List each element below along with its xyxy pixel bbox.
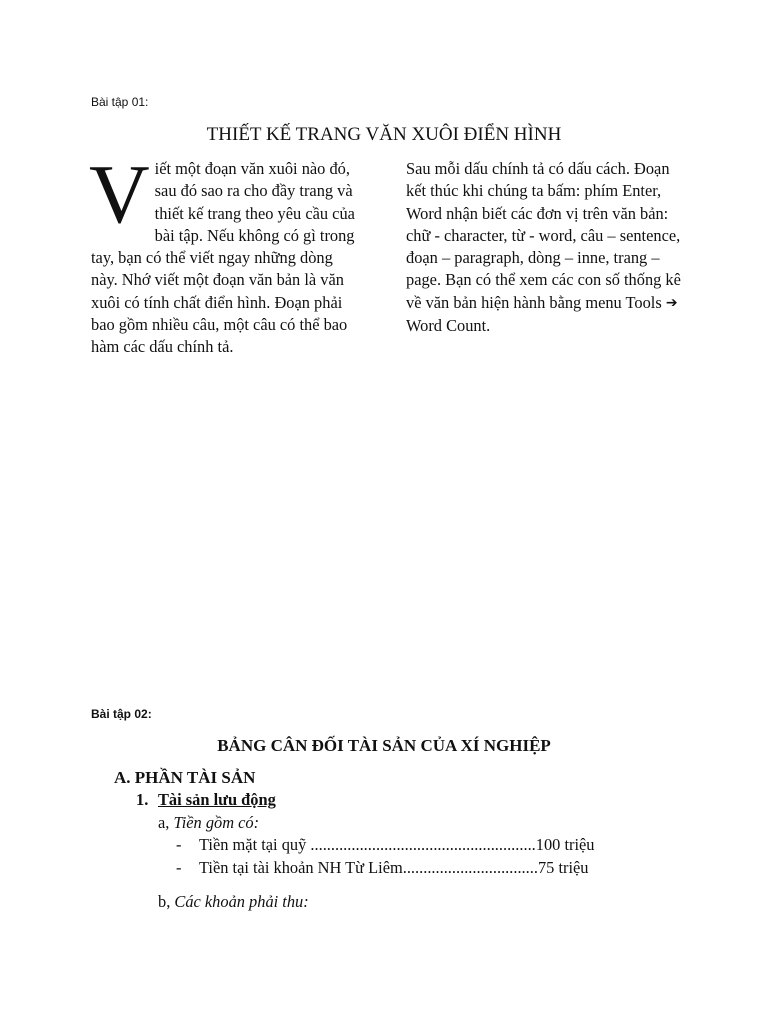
sub-item-b-prefix: b,	[158, 892, 171, 911]
right-column-text: Sau mỗi dấu chính tả có dấu cách. Đoạn kết thúc khi chúng ta bấm: phím Enter, Word nhận biết các đơn vị trên văn bản: chữ - character, từ - word, câu – sentence, đoạn – paragraph, dòng – inne, trang – page. Bạn có thể xem các con số thống kê về văn bản hiện hành bằng menu Tools	[406, 159, 681, 312]
drop-cap: V	[89, 148, 150, 241]
exercise-2-label: Bài tập 02:	[91, 707, 152, 721]
list-item-1	[136, 790, 276, 810]
exercise-2-title: BẢNG CÂN ĐỐI TÀI SẢN CỦA XÍ NGHIỆP	[217, 736, 551, 755]
dash-bullet: -	[176, 858, 182, 877]
exercise-1-title: THIẾT KẾ TRANG VĂN XUÔI ĐIỂN HÌNH	[206, 124, 562, 145]
section-a-heading: A. PHẦN TÀI SẢN	[114, 768, 256, 787]
arrow-right-icon: ➔	[665, 294, 678, 311]
sub-item-b-label: Các khoản phải thu:	[174, 892, 309, 911]
dash-bullet: -	[176, 835, 182, 854]
right-column	[406, 158, 688, 337]
left-column	[89, 148, 359, 359]
list-item-number: 1.	[136, 790, 149, 809]
list-item-label: Tài sản lưu động	[158, 790, 276, 809]
cash-item-text: Tiền tại tài khoản NH Từ Liêm.................................75 triệu	[199, 858, 589, 877]
sub-item-a	[158, 813, 259, 833]
sub-item-a-label: Tiền gồm có:	[173, 813, 260, 832]
left-column-text: iết một đoạn văn xuôi nào đó, sau đó sao ra cho đầy trang và thiết kế trang theo yêu cầu của bài tập. Nếu không có gì trong tay, bạn có thể viết ngay những dòng này. Nhớ viết một đoạn văn bản là văn xuôi có tính chất điển hình. Đoạn phải bao gồm nhiều câu, một câu có thể bao hàm các dấu chính tả.	[91, 159, 355, 357]
cash-item	[176, 835, 595, 855]
right-column-text-end: Word Count.	[406, 316, 491, 336]
cash-item	[176, 858, 588, 878]
cash-item-text: Tiền mặt tại quỹ .......................................................100 triệu	[199, 835, 595, 854]
sub-item-b	[158, 892, 309, 912]
exercise-1-label: Bài tập 01:	[91, 95, 149, 109]
sub-item-a-prefix: a,	[158, 813, 170, 832]
